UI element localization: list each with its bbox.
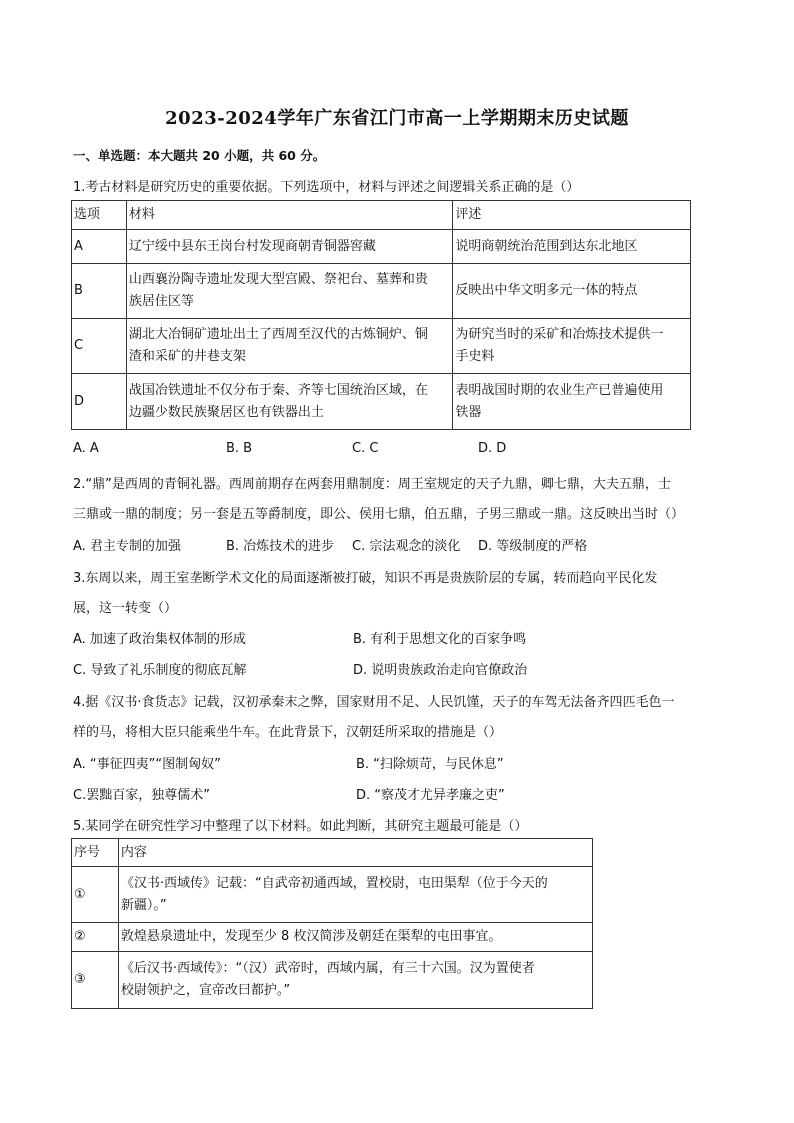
cell-text: 《后汉书·西域传》：“（汉）武帝时，西域内属，有三十六国。汉为置使者: [120, 961, 535, 976]
cell-text: 手史料: [455, 349, 495, 364]
table-row: [72, 923, 593, 952]
q4-stem-line1: 4.据《汉书·食货志》记载，汉初承秦末之弊，国家财用不足、人民饥馑，天子的车驾无法备齐四匹毛色一: [73, 695, 675, 710]
option-b[interactable]: B. B: [226, 441, 253, 456]
option-cell: A: [72, 230, 127, 264]
option-a[interactable]: A. A: [73, 441, 99, 456]
q3-stem-line2: 展，这一转变（）: [73, 601, 178, 616]
q3-option-a[interactable]: A. 加速了政治集权体制的形成: [73, 632, 246, 647]
header-cell: 评述: [453, 201, 691, 230]
q3-option-d[interactable]: D. 说明贵族政治走向官僚政治: [353, 663, 528, 678]
cell-text: 山西襄汾陶寺遗址发现大型宫殿、祭祀台、墓葬和贵: [128, 272, 428, 287]
header-cell: 内容: [118, 839, 592, 867]
option-a[interactable]: A. 君主专制的加强: [73, 539, 181, 554]
table-row: [72, 374, 691, 430]
table-row: [72, 264, 691, 319]
q4-option-c[interactable]: C.罢黜百家，独尊儒术”: [73, 788, 210, 803]
row-number-cell: ①: [72, 867, 119, 923]
row-number-cell: ②: [72, 923, 119, 952]
cell-text: 说明商朝统治范围到达东北地区: [455, 238, 638, 254]
q4-option-b[interactable]: B. “扫除烦苛，与民休息”: [356, 757, 504, 772]
material-cell: [126, 319, 452, 374]
cell-text: 表明战国时期的农业生产已普遍使用: [455, 382, 664, 398]
table-row: [72, 952, 593, 1009]
q5-table: [71, 838, 593, 1009]
section-heading: 一、单选题：本大题共 20 小题，共 60 分。: [73, 148, 326, 163]
q3-option-b[interactable]: B. 有利于思想文化的百家争鸣: [353, 632, 527, 647]
header-cell: 选项: [72, 201, 127, 230]
cell-text: 辽宁绥中县东王岗台村发现商朝青铜器窖藏: [128, 238, 376, 254]
cell-text: 湖北大冶铜矿遗址出土了西周至汉代的古炼铜炉、铜: [128, 327, 428, 342]
comment-cell: [453, 319, 691, 374]
q2-stem-line1: 2.“鼎”是西周的青铜礼器。西周前期存在两套用鼎制度：周王室规定的天子九鼎，卿七鼎，大夫五鼎，士: [73, 477, 671, 492]
option-c[interactable]: C. C: [352, 441, 379, 456]
cell-text: 《汉书·西域传》记载：“自武帝初通西域，置校尉，屯田渠犁（位于今天的: [120, 875, 548, 891]
content-cell: [118, 867, 592, 923]
cell-text: 敦煌悬泉遗址中，发现至少 8 枚汉简涉及朝廷在渠犁的屯田事宜。: [120, 929, 502, 944]
q5-stem: 5.某同学在研究性学习中整理了以下材料。如此判断，其研究主题最可能是（）: [73, 819, 528, 834]
option-cell: B: [72, 264, 127, 319]
q4-stem-line2: 样的马，将相大臣只能乘坐牛车。在此背景下，汉朝廷所采取的措施是（）: [73, 725, 503, 740]
content-cell: [118, 923, 592, 952]
table-header-row: [72, 201, 691, 230]
header-cell: 材料: [126, 201, 452, 230]
header-cell: 序号: [72, 839, 119, 867]
q1-stem: 1.考古材料是研究历史的重要依据。下列选项中，材料与评述之间逻辑关系正确的是（）: [73, 180, 580, 195]
q3-stem-line1: 3.东周以来，周王室垄断学术文化的局面逐渐被打破，知识不再是贵族阶层的专属，转而趋向平民化发: [73, 571, 658, 586]
option-cell: D: [72, 374, 127, 430]
cell-text: 边疆少数民族聚居区也有铁器出土: [128, 404, 324, 420]
q1-table: [71, 200, 691, 430]
cell-text: 铁器: [455, 404, 482, 420]
q3-option-c[interactable]: C. 导致了礼乐制度的彻底瓦解: [73, 663, 247, 678]
material-cell: [126, 264, 452, 319]
q2-options: [73, 535, 587, 554]
comment-cell: [453, 374, 691, 430]
cell-text: 反映出中华文明多元一体的特点: [455, 283, 638, 298]
table-row: [72, 319, 691, 374]
option-b[interactable]: B. 冶炼技术的进步: [226, 539, 335, 554]
table-header-row: [72, 839, 593, 867]
option-d[interactable]: D. D: [478, 441, 507, 456]
exam-title: 2023-2024学年广东省江门市高一上学期期末历史试题: [165, 108, 629, 129]
row-number-cell: ③: [72, 952, 119, 1009]
cell-text: 战国冶铁遗址不仅分布于秦、齐等七国统治区域，在: [128, 382, 428, 398]
comment-cell: [453, 230, 691, 264]
cell-text: 渣和采矿的井巷支架: [128, 349, 246, 364]
option-c[interactable]: C. 宗法观念的淡化: [352, 539, 461, 554]
material-cell: [126, 374, 452, 430]
table-row: [72, 867, 593, 923]
cell-text: 为研究当时的采矿和冶炼技术提供一: [455, 327, 664, 342]
cell-text: 校尉领护之，宣帝改曰都护。”: [120, 983, 291, 998]
material-cell: [126, 230, 452, 264]
cell-text: 族居住区等: [128, 294, 194, 309]
comment-cell: [453, 264, 691, 319]
q1-options: [73, 441, 506, 456]
q4-option-a[interactable]: A. “事征四夷”“图制匈奴”: [73, 757, 221, 772]
table-row: [72, 230, 691, 264]
option-d[interactable]: D. 等级制度的严格: [478, 539, 588, 554]
q4-option-d[interactable]: D. “察茂才尤异孝廉之吏”: [356, 788, 505, 803]
option-cell: C: [72, 319, 127, 374]
content-cell: [118, 952, 592, 1009]
q2-stem-line2: 三鼎或一鼎的制度；另一套是五等爵制度，即公、侯用七鼎，伯五鼎，子男三鼎或一鼎。这反映出当时（）: [73, 507, 685, 522]
cell-text: 新疆）。”: [120, 897, 167, 913]
